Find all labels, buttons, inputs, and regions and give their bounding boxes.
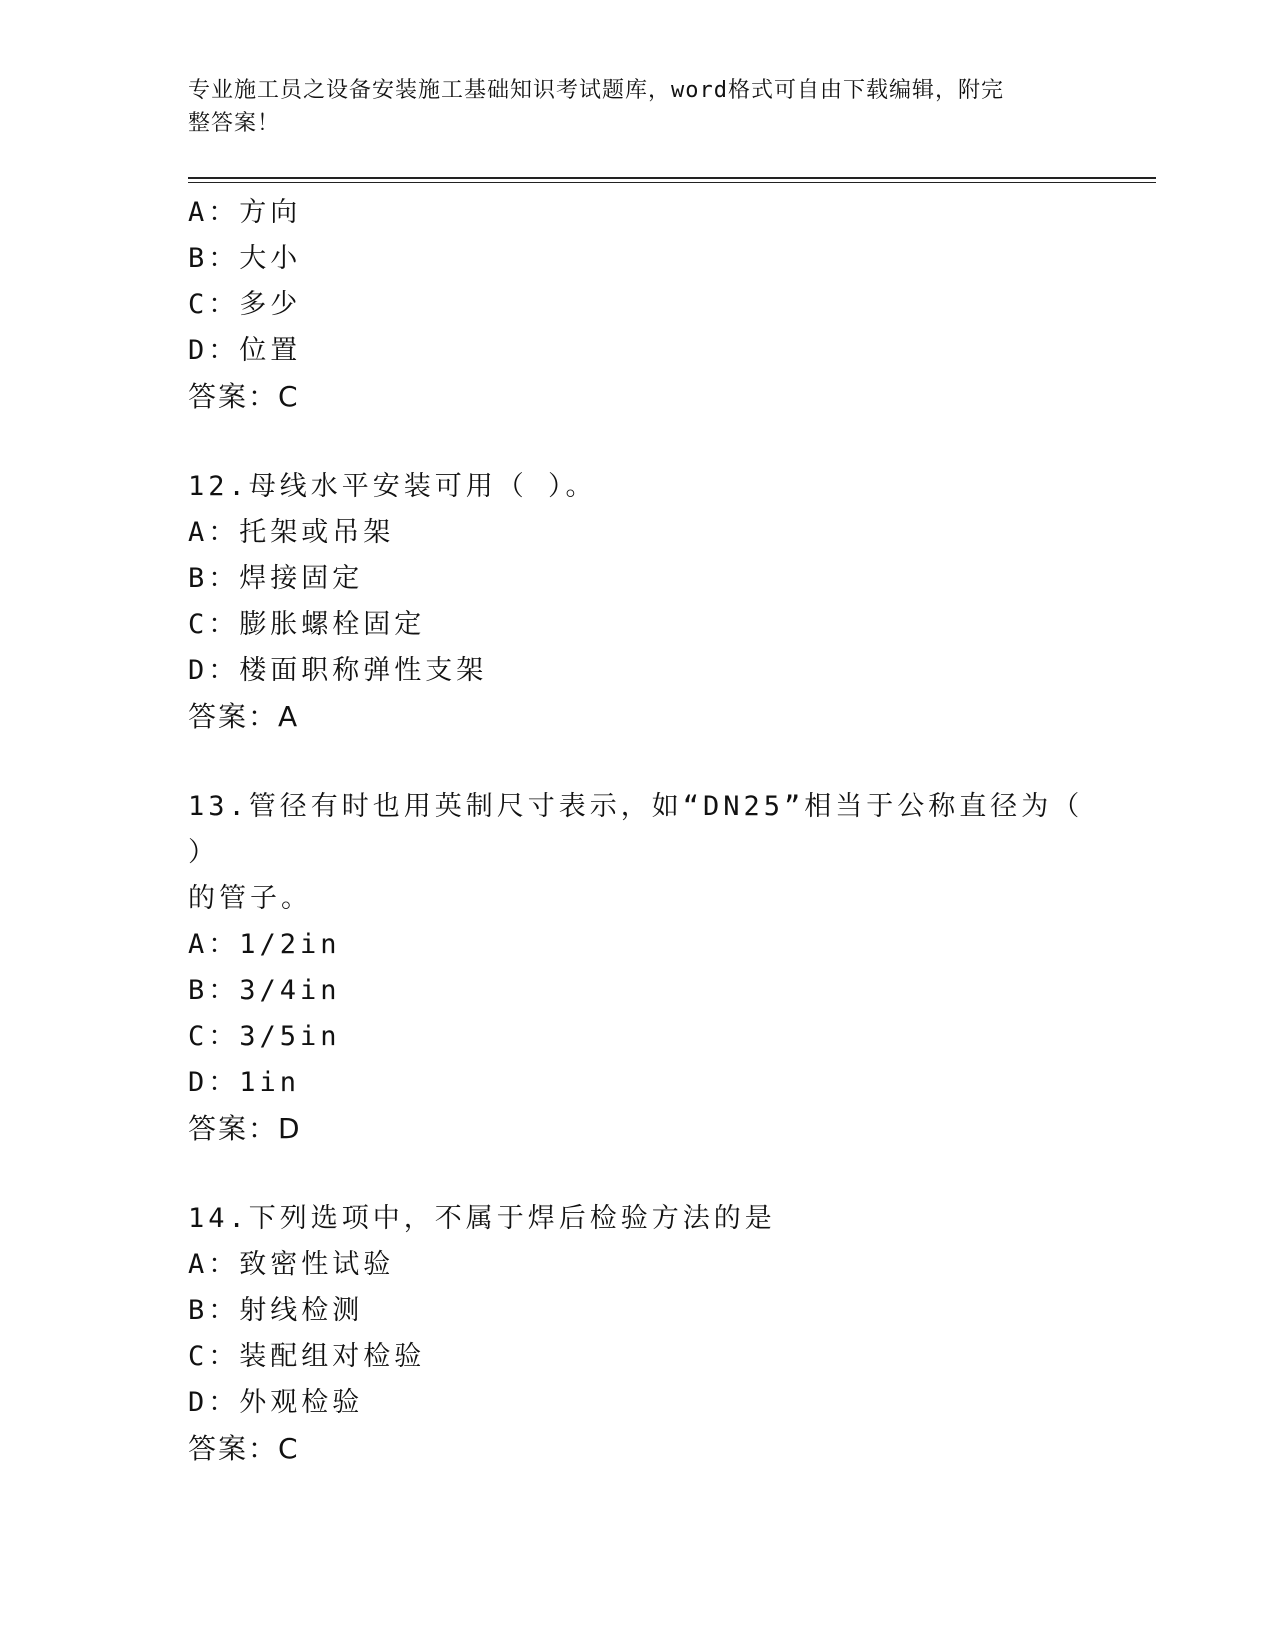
question-title: 12.母线水平安装可用（ ）。 xyxy=(188,471,597,502)
question-title-line-1: 13.管径有时也用英制尺寸表示，如“DN25”相当于公称直径为（ ） xyxy=(188,791,1084,868)
option-d: D：位置 xyxy=(188,335,302,366)
option-d: D：楼面职称弹性支架 xyxy=(188,655,488,686)
option-a: A：1/2in xyxy=(188,929,341,960)
answer-line: 答案：C xyxy=(188,380,300,413)
header-line-2: 整答案！ xyxy=(188,111,281,136)
question-title-line-2: 的管子。 xyxy=(188,883,312,914)
option-c: C：3/5in xyxy=(188,1021,341,1052)
option-d: D：1in xyxy=(188,1067,301,1098)
question-14 xyxy=(188,1196,1088,1472)
option-b: B：大小 xyxy=(188,243,302,274)
header-divider-thick xyxy=(188,177,1156,179)
option-a: A：致密性试验 xyxy=(188,1249,395,1280)
document-header xyxy=(188,74,1068,140)
question-title: 14.下列选项中，不属于焊后检验方法的是 xyxy=(188,1203,776,1234)
header-divider-thin xyxy=(188,182,1156,183)
answer-line: 答案：A xyxy=(188,700,300,733)
header-line-1: 专业施工员之设备安装施工基础知识考试题库，word格式可自由下载编辑，附完 xyxy=(188,78,1004,103)
option-a: A：方向 xyxy=(188,197,302,228)
option-c: C：装配组对检验 xyxy=(188,1341,426,1372)
question-13 xyxy=(188,784,1088,1152)
answer-line: 答案：C xyxy=(188,1432,300,1465)
question-12 xyxy=(188,464,1088,740)
question-list xyxy=(188,190,1088,1472)
question-continuation xyxy=(188,190,1088,420)
option-c: C：膨胀螺栓固定 xyxy=(188,609,426,640)
option-b: B：3/4in xyxy=(188,975,341,1006)
answer-line: 答案：D xyxy=(188,1112,302,1145)
option-b: B：焊接固定 xyxy=(188,563,364,594)
option-b: B：射线检测 xyxy=(188,1295,364,1326)
option-c: C：多少 xyxy=(188,289,302,320)
option-a: A：托架或吊架 xyxy=(188,517,395,548)
option-d: D：外观检验 xyxy=(188,1387,364,1418)
